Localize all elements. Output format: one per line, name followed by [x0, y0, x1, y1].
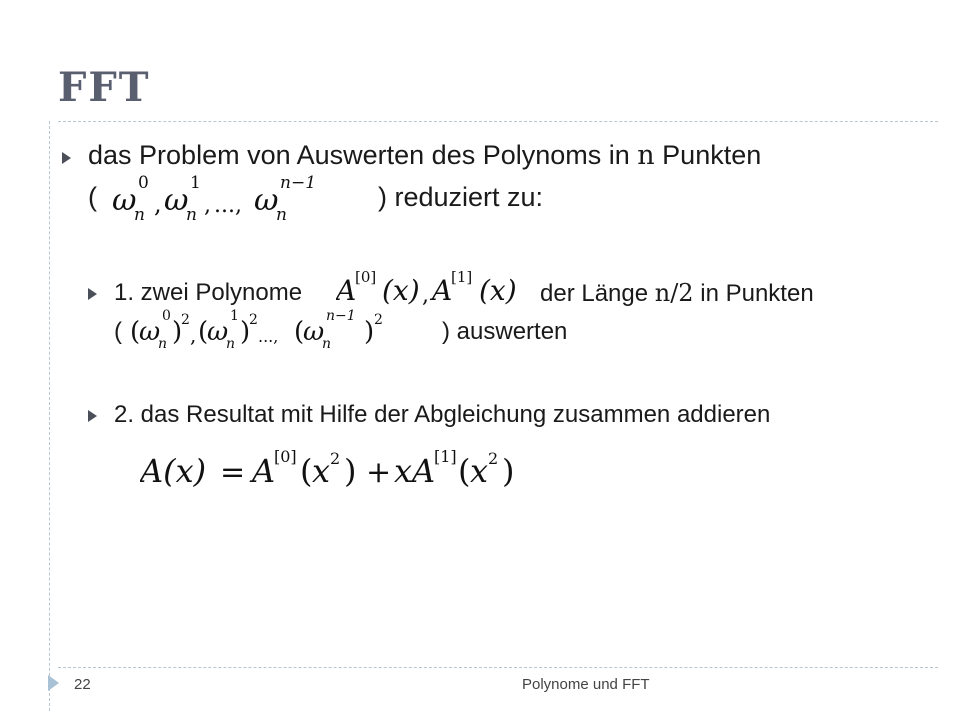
- bullet-3-formula: [140, 440, 560, 501]
- svg-text:[1]: [1]: [434, 447, 457, 466]
- bullet-1-formula: [112, 168, 372, 233]
- a-0: A: [336, 274, 357, 307]
- sub-n-1: n: [134, 205, 145, 225]
- bullet-1-var: n: [637, 140, 655, 171]
- svg-text:A(x): A(x): [140, 452, 207, 490]
- comma-2: ,: [204, 193, 211, 218]
- a-1: A: [432, 274, 453, 307]
- sup-n-minus-1: n−1: [280, 173, 317, 193]
- svg-text:(: (: [294, 317, 305, 347]
- svg-text:n: n: [226, 336, 236, 352]
- footer-divider: [58, 667, 938, 668]
- triangle-right-icon: [48, 675, 59, 691]
- svg-text:n: n: [158, 336, 168, 352]
- svg-text:[0]: [0]: [274, 447, 297, 466]
- left-divider: [49, 121, 50, 711]
- comma-a: ,: [422, 283, 429, 308]
- svg-text:x: x: [470, 452, 489, 490]
- svg-text:2: 2: [181, 312, 190, 328]
- svg-text:(: (: [130, 317, 141, 347]
- svg-text:): ): [240, 317, 251, 347]
- svg-text:): ): [502, 452, 515, 490]
- bullet-2-line-2-close: ) auswerten: [442, 318, 568, 345]
- svg-text:=: =: [220, 455, 246, 490]
- bullet-2-text-b: [540, 279, 814, 308]
- slide-title: FFT: [58, 64, 151, 111]
- sub-n-3: n: [276, 205, 287, 225]
- triangle-right-icon: [88, 288, 97, 300]
- svg-text:(: (: [198, 317, 209, 347]
- bullet-2-var: n/2: [654, 279, 694, 307]
- title-divider: [58, 121, 938, 122]
- svg-text:): ): [344, 452, 357, 490]
- bullet-1-open-paren: (: [88, 182, 97, 212]
- svg-text:ω: ω: [139, 317, 161, 347]
- sup-0-bracket: [0]: [355, 268, 377, 286]
- sup-0: 0: [138, 173, 149, 193]
- svg-text:xA: xA: [394, 452, 436, 490]
- svg-text:...,: ...,: [258, 327, 279, 346]
- triangle-right-icon: [88, 410, 97, 422]
- svg-text:(: (: [300, 452, 313, 490]
- svg-text:ω: ω: [303, 317, 325, 347]
- sup-1-bracket: [1]: [451, 268, 473, 286]
- bullet-2-formula-b: [130, 302, 450, 359]
- bullet-2-post: in Punkten: [693, 280, 814, 307]
- omega-2: ω: [164, 183, 189, 218]
- svg-text:ω: ω: [207, 317, 229, 347]
- bullet-1-line-1: [88, 140, 761, 171]
- svg-text:0: 0: [162, 308, 171, 324]
- svg-text:A: A: [252, 452, 276, 490]
- bullet-2-open-paren: (: [114, 318, 122, 345]
- svg-text:n−1: n−1: [326, 308, 356, 324]
- bullet-1-text-b: Punkten: [654, 140, 762, 170]
- svg-text:n: n: [322, 336, 332, 352]
- footer-text: Polynome und FFT: [522, 676, 650, 693]
- svg-text:2: 2: [374, 312, 383, 328]
- bullet-1-text-a: das Problem von Auswerten des Polynoms in: [88, 140, 638, 170]
- sup-1: 1: [190, 173, 201, 193]
- svg-text:): ): [172, 317, 183, 347]
- svg-text:1: 1: [230, 308, 239, 324]
- bullet-3-text: 2. das Resultat mit Hilfe der Abgleichung zusammen addieren: [114, 401, 771, 428]
- svg-text:(: (: [458, 452, 471, 490]
- svg-text:+: +: [366, 455, 392, 490]
- sub-n-2: n: [186, 205, 197, 225]
- svg-text:x: x: [312, 452, 331, 490]
- omega-1: ω: [112, 183, 137, 218]
- arg-x-2: (x): [479, 274, 517, 307]
- svg-text:2: 2: [330, 449, 341, 468]
- bullet-1-line-2-close: ) reduziert zu:: [378, 182, 544, 212]
- omega-3: ω: [254, 183, 279, 218]
- svg-text:2: 2: [249, 312, 258, 328]
- bullet-2-text-a: 1. zwei Polynome: [114, 279, 303, 306]
- bullet-2-mid: der Länge: [540, 280, 655, 307]
- svg-text:2: 2: [488, 449, 499, 468]
- triangle-right-icon: [62, 152, 71, 164]
- page-number: 22: [74, 676, 91, 693]
- dots-1: ...,: [214, 193, 242, 218]
- svg-text:): ): [364, 317, 375, 347]
- svg-text:,: ,: [190, 323, 197, 347]
- arg-x-1: (x): [382, 274, 420, 307]
- comma-1: ,: [154, 190, 162, 218]
